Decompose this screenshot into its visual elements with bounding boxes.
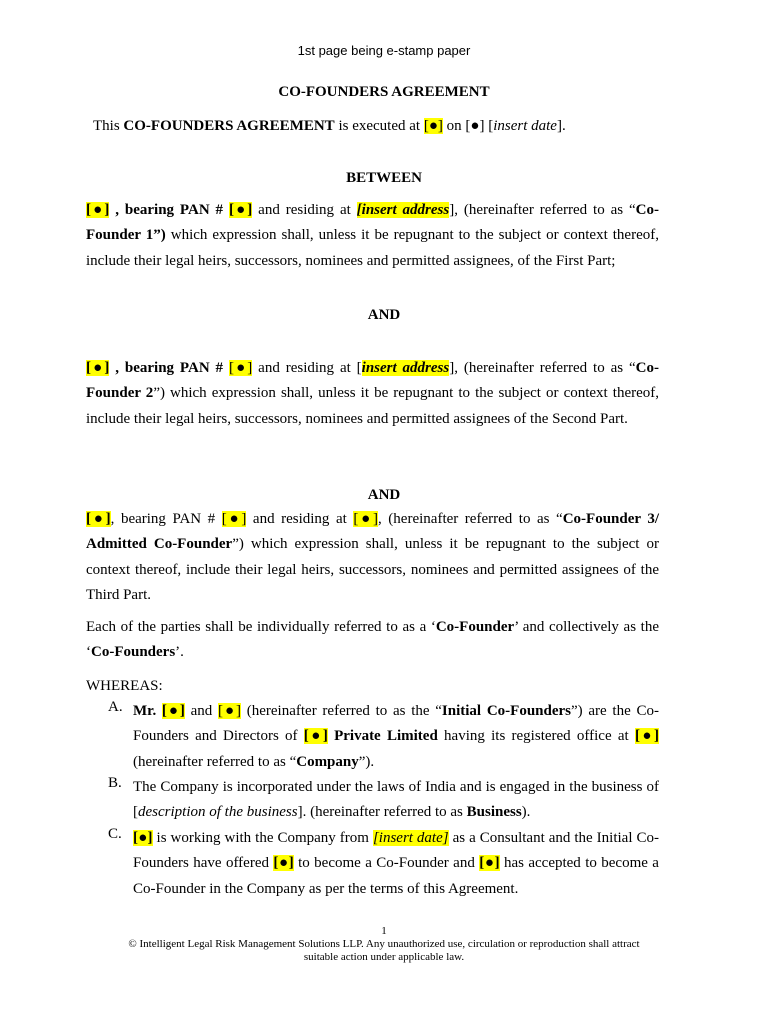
parties-text: Each of the parties shall be individually referred to as a ‘	[86, 619, 436, 635]
private-limited-term: Private Limited	[334, 728, 438, 745]
page-number: 1	[381, 925, 387, 937]
copyright-line-1: © Intelligent Legal Risk Management Solutions LLP. Any unauthorized use, circulation or reproduction shall attract	[128, 938, 640, 950]
recital-a-segment: (hereinafter referred to as “	[133, 753, 297, 770]
business-description-placeholder: description of the business	[138, 804, 298, 821]
party-2-paragraph	[86, 356, 659, 432]
recital-a-placeholder-2: [●]	[218, 703, 242, 719]
party-1-text: which expression shall, unless it be repugnant to the subject or context thereof, include their legal heirs, successors, nominees and permitted assignees, of the First Part;	[86, 227, 659, 269]
page-footer	[0, 925, 768, 964]
placeholder-place: [●]	[423, 118, 443, 134]
recital-c-segment: is working with the Company from	[152, 830, 373, 846]
copyright-line-2: suitable action under applicable law.	[303, 951, 465, 963]
party-1-address-placeholder: [insert address	[356, 202, 450, 218]
recital-a-segment: (hereinafter referred to as the “	[241, 703, 442, 719]
party-2-label: Co-Founder 2	[86, 360, 659, 402]
party-3-text: ”) which expression shall, unless it be repugnant to the subject or context thereof, include their legal heirs, successors, nominees and permitted assignees of the Third Part.	[86, 536, 659, 604]
recital-c-segment: as a Consultant and the Initial Co-Founders have offered	[133, 830, 659, 872]
recital-a-placeholder-3: [●]	[303, 728, 328, 745]
parties-text: ’ and collectively as the ‘	[86, 619, 659, 661]
party-1-name-placeholder: [●]	[86, 202, 110, 218]
party-1-paragraph	[86, 198, 659, 274]
agreement-name: CO-FOUNDERS AGREEMENT	[123, 118, 335, 134]
party-1-text: ], (hereinafter referred to as “	[449, 202, 636, 218]
business-term: Business	[466, 804, 522, 821]
parties-text: ’.	[175, 644, 184, 661]
recital-c-segment: has accepted to become a Co-Founder in the Company as per the terms of this Agreement.	[133, 855, 659, 897]
between-heading: BETWEEN	[346, 170, 422, 186]
party-3-label: Co-Founder 3/ Admitted Co-Founder	[86, 511, 659, 553]
party-3-text: and residing at	[246, 511, 354, 527]
recital-b-segment: The Company is incorporated under the laws of India and is engaged in the business of [	[133, 779, 659, 821]
recital-c-date-placeholder: [insert date]	[372, 830, 449, 846]
recital-c-segment: to become a Co-Founder and	[293, 855, 480, 872]
party-3-text: , bearing PAN #	[110, 511, 222, 527]
recital-c-placeholder-2: [●]	[273, 855, 294, 872]
and-heading-2: AND	[367, 487, 401, 503]
party-1-pan-placeholder: [●]	[228, 202, 253, 218]
party-2-text: , bearing PAN #	[109, 360, 229, 376]
party-2-text: ], (hereinafter referred to as “	[449, 360, 636, 376]
recital-c-placeholder-1: [●]	[133, 830, 153, 846]
placeholder-date: insert date	[493, 118, 557, 134]
party-3-text: , (hereinafter referred to as “	[378, 511, 563, 527]
recital-c-text	[133, 826, 659, 902]
intro-paragraph	[93, 118, 693, 135]
intro-text: This	[93, 118, 124, 134]
recital-a-mr: Mr.	[133, 703, 162, 719]
party-2-name-placeholder: [●]	[86, 360, 110, 376]
party-2-address-placeholder: insert address	[361, 360, 450, 376]
parties-definition-paragraph	[86, 615, 659, 666]
co-founders-term: Co-Founders	[91, 644, 176, 661]
party-2-text: ”) which expression shall, unless it be repugnant to the subject or context thereof, include their legal heirs, successors, nominees and permitted assignees of the Second Part.	[86, 385, 660, 427]
and-heading-1: AND	[367, 307, 401, 323]
recital-a-segment: having its registered office at	[437, 728, 635, 745]
page-header: 1st page being e-stamp paper	[297, 43, 471, 58]
co-founder-term: Co-Founder	[435, 619, 515, 635]
document-title: CO-FOUNDERS AGREEMENT	[278, 84, 490, 100]
recital-a-text	[133, 699, 659, 775]
recital-marker: B.	[108, 775, 122, 791]
party-3-pan-placeholder: [●]	[221, 511, 247, 527]
recital-a-segment: and	[184, 703, 219, 719]
party-3-name-placeholder: [●]	[86, 511, 111, 527]
recital-c-placeholder-3: [●]	[479, 855, 500, 872]
recital-a-placeholder-1: [●]	[161, 703, 185, 719]
intro-text: on [●] [	[442, 118, 494, 134]
recital-b-segment: ).	[521, 804, 531, 821]
whereas-heading: WHEREAS:	[86, 678, 163, 694]
initial-co-founders-term: Initial Co-Founders	[441, 703, 571, 719]
party-3-address-placeholder: [●]	[353, 511, 379, 527]
recital-marker: C.	[108, 826, 122, 842]
intro-text: is executed at	[334, 118, 424, 134]
party-1-text: , bearing PAN #	[109, 202, 229, 218]
party-2-text: and residing at [	[252, 360, 362, 376]
recital-b-text	[133, 775, 659, 826]
party-2-pan-placeholder: [●]	[228, 360, 253, 376]
company-term: Company	[296, 753, 359, 770]
intro-text: ].	[556, 118, 566, 134]
recital-a-segment: ”) are the Co-Founders and Directors of	[133, 703, 659, 745]
recital-a-placeholder-4: [●]	[634, 728, 659, 745]
party-3-paragraph	[86, 507, 659, 609]
party-1-label: Co-Founder 1”)	[86, 202, 659, 244]
recital-b-segment: ]. (hereinafter referred to as	[297, 804, 467, 821]
recital-marker: A.	[108, 699, 123, 715]
party-1-text: and residing at	[252, 202, 357, 218]
recital-a-segment: ”).	[358, 753, 375, 770]
